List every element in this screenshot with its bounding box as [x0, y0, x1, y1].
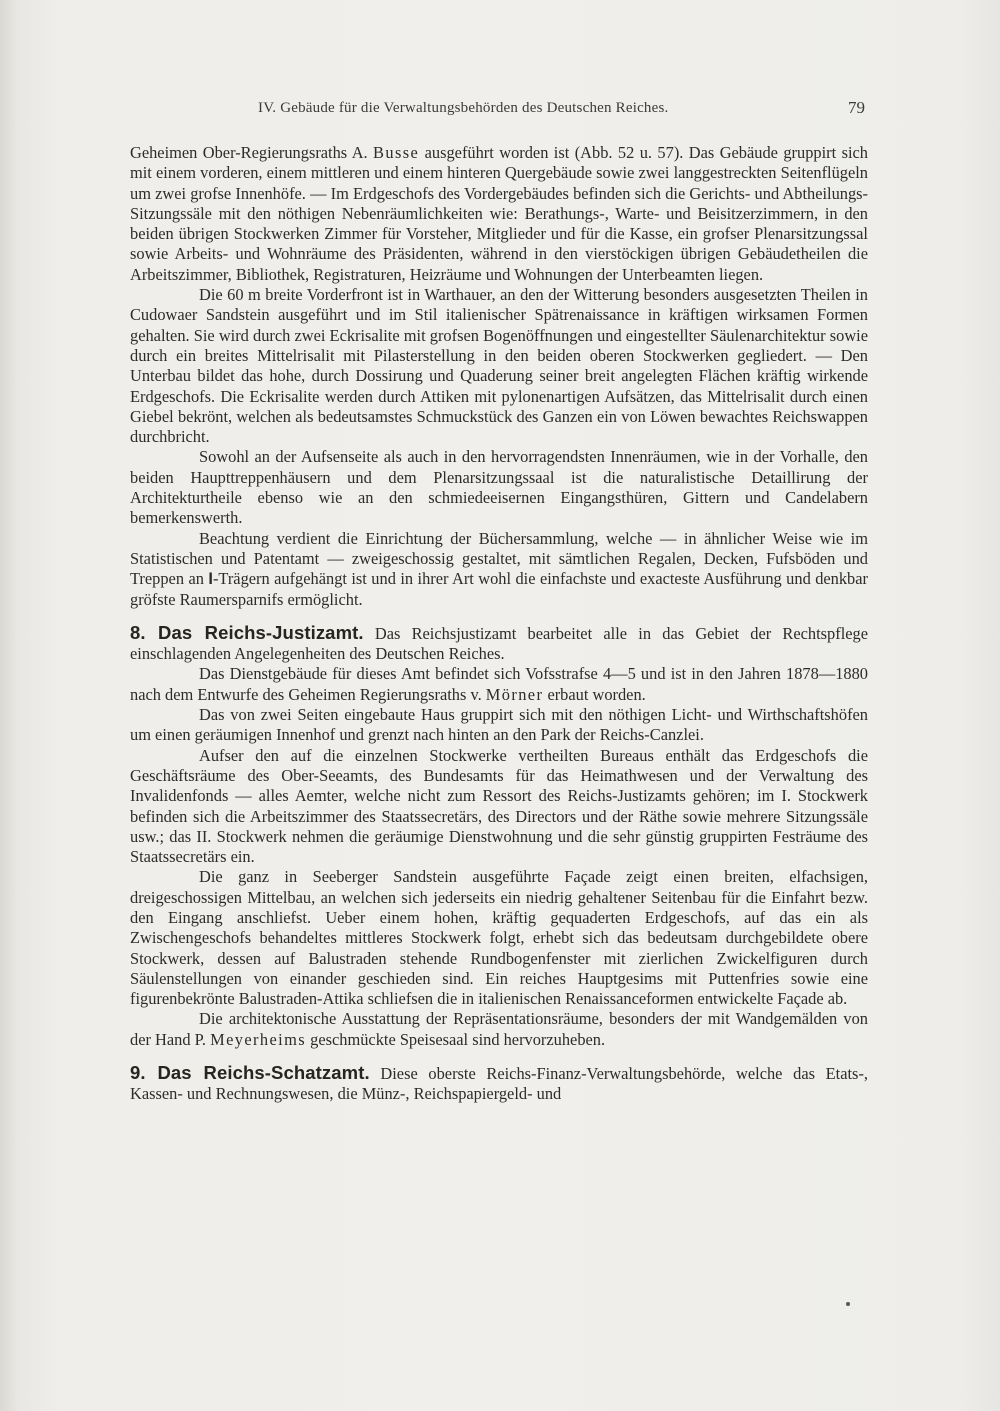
text-run: geschmückte Speisesaal sind hervorzuheben.: [306, 1029, 606, 1049]
paragraph: Die ganz in Seeberger Sandstein ausgeführte Façade zeigt einen breiten, elfachsigen, dreigeschossigen Mittelbau, an welchen sich jederseits ein niedrig gehaltener Seitenbau für die Einfahrt bezw. den Eingang anschliefst. Ueber einem hohen, kräftig gequaderten Erdgeschofs, auf das ein als Zwischengeschofs behandeltes mittleres Stockwerk folgt, erhebt sich das bedeutsam durchgebildete obere Stockwerk, dessen auf Balustraden stehende Rundbogenfenster mit zierlichen Zwickelfiguren durch Säulenstellungen von einander geschieden sind. Ein reiches Hauptgesims mit Puttenfries sowie eine figurenbekrönte Balustraden-Attika schliefsen die in italienischen Renaissanceformen entwickelte Façade ab.: [130, 867, 868, 1009]
paragraph: [130, 664, 868, 705]
ink-speck: [846, 1302, 850, 1306]
architect-name: Mörner: [485, 684, 544, 704]
text-run: ausgeführt worden ist (Abb. 52 u. 57). Das Gebäude gruppirt sich mit einem vorderen, einem mittleren und einem hinteren Quergebäude sowie zwei langgestreckten Seitenflügeln um zwei grofse Innenhöfe. — Im Erdgeschofs des Vordergebäudes befinden sich die Gerichts- und Abtheilungs-Sitzungssäle mit den nöthigen Nebenräumlichkeiten wie: Berathungs-, Warte- und Beisitzerzimmern, in den beiden übrigen Stockwerken Zimmer für Vorsteher, Mitglieder und für die Kasse, ein grofser Plenarsitzungssal sowie Arbeits- und Wohnräume des Präsidenten, während in den vierstöckigen übrigen Gebäudetheilen die Arbeitszimmer, Bibliothek, Registraturen, Heizräume und Wohnungen der Unterbeamten liegen.: [130, 143, 868, 284]
body-text: [130, 143, 868, 1105]
text-run: Beachtung verdient die Einrichtung der Büchersammlung, welche — in ähnlicher Weise wie im Statistischen und Patentamt — zweigeschossig gestaltet, mit sämtlichen Regalen, Decken, Fufsböden und Treppen an: [130, 528, 868, 589]
section-heading-9: 9. Das Reichs-Schatzamt.: [130, 1062, 370, 1084]
text-run: erbaut worden.: [543, 684, 646, 704]
paragraph: Die 60 m breite Vorderfront ist in Warthauer, an den der Witterung besonders ausgesetzten Theilen in Cudowaer Sandstein ausgeführt und im Stil italienischer Spätrenaissance in kräftigen wirksamen Formen gehalten. Sie wird durch zwei Eckrisalite mit grofsen Bogenöffnungen und eingestellter Säulenarchitektur sowie durch ein breites Mittelrisalit mit Pilasterstellung in den beiden oberen Stockwerken gegliedert. — Den Unterbau bildet das hohe, durch Dossirung und Quaderung seiner breit angelegten Flächen kräftig wirkende Erdgeschofs. Die Eckrisalite werden durch Attiken mit pylonenartigen Aufsätzen, das Mittelrisalit durch einen Giebel bekrönt, welchen als bedeutsamstes Schmuckstück des Ganzen ein von Löwen bewachtes Reichswappen durchbricht.: [130, 285, 868, 447]
paragraph: [130, 529, 868, 610]
section-8: [130, 623, 868, 665]
running-head: IV. Gebäude für die Verwaltungsbehörden des Deutschen Reiches.: [258, 100, 669, 116]
section-9: [130, 1063, 868, 1105]
paragraph: Sowohl an der Aufsenseite als auch in den hervorragendsten Innenräumen, wie in der Vorhalle, den beiden Haupttreppenhäusern und dem Plenarsitzungssaal ist die naturalistische Detaillirung der Architekturtheile ebenso wie an den schmiedeeisernen Eingangsthüren, Gittern und Candelabern bemerkenswerth.: [130, 447, 868, 528]
paragraph: [130, 1009, 868, 1050]
architect-name: Busse: [373, 143, 420, 162]
section-intro: Das Reichsjustizamt bearbeitet alle in das Gebiet der Rechtspflege einschlagenden Angelegenheiten des Deutschen Reiches.: [130, 623, 868, 664]
text-run: -Trägern aufgehängt ist und in ihrer Art wohl die einfachste und exacteste Ausführung und denkbar gröfste Raumersparnifs ermöglicht.: [130, 569, 868, 609]
text-run: Geheimen Ober-Regierungsraths A.: [130, 143, 374, 162]
page-number: 79: [848, 98, 865, 117]
text-run: Die architektonische Ausstattung der Repräsentationsräume, besonders der mit Wandgemälden von der Hand P.: [130, 1009, 868, 1049]
paragraph: Aufser den auf die einzelnen Stockwerke vertheilten Bureaus enthält das Erdgeschofs die Geschäftsräume des Ober-Seeamts, des Bundesamts für das Heimathwesen und der Verwaltung des Invalidenfonds — alles Aemter, welche nicht zum Ressort des Reichs-Justizamts gehören; im I. Stockwerk befinden sich die Arbeitszimmer des Staatssecretärs, des Directors und der Räthe sowie mehrere Sitzungssäle usw.; das II. Stockwerk nehmen die geräumige Dienstwohnung und die sehr günstig gruppirten Festräume des Staatssecretärs ein.: [130, 745, 868, 867]
section-heading-8: 8. Das Reichs-Justizamt.: [130, 621, 364, 643]
painter-name: Meyerheims: [210, 1029, 307, 1049]
text-run: Das Dienstgebäude für dieses Amt befindet sich Vofsstrafse 4—5 und ist in den Jahren 1878—1880 nach dem Entwurfe des Geheimen Regierungsraths v.: [130, 664, 868, 704]
paragraph: Das von zwei Seiten eingebaute Haus gruppirt sich mit den nöthigen Licht- und Wirthschaftshöfen um einen geräumigen Innenhof und grenzt nach hinten an den Park der Reichs-Canzlei.: [130, 705, 868, 745]
i-beam-symbol: I: [208, 570, 213, 589]
paragraph-continuation: [130, 143, 868, 285]
section-intro: Diese oberste Reichs-Finanz-Verwaltungsbehörde, welche das Etats-, Kassen- und Rechnungswesen, die Münz-, Reichspapiergeld- und: [130, 1064, 868, 1104]
